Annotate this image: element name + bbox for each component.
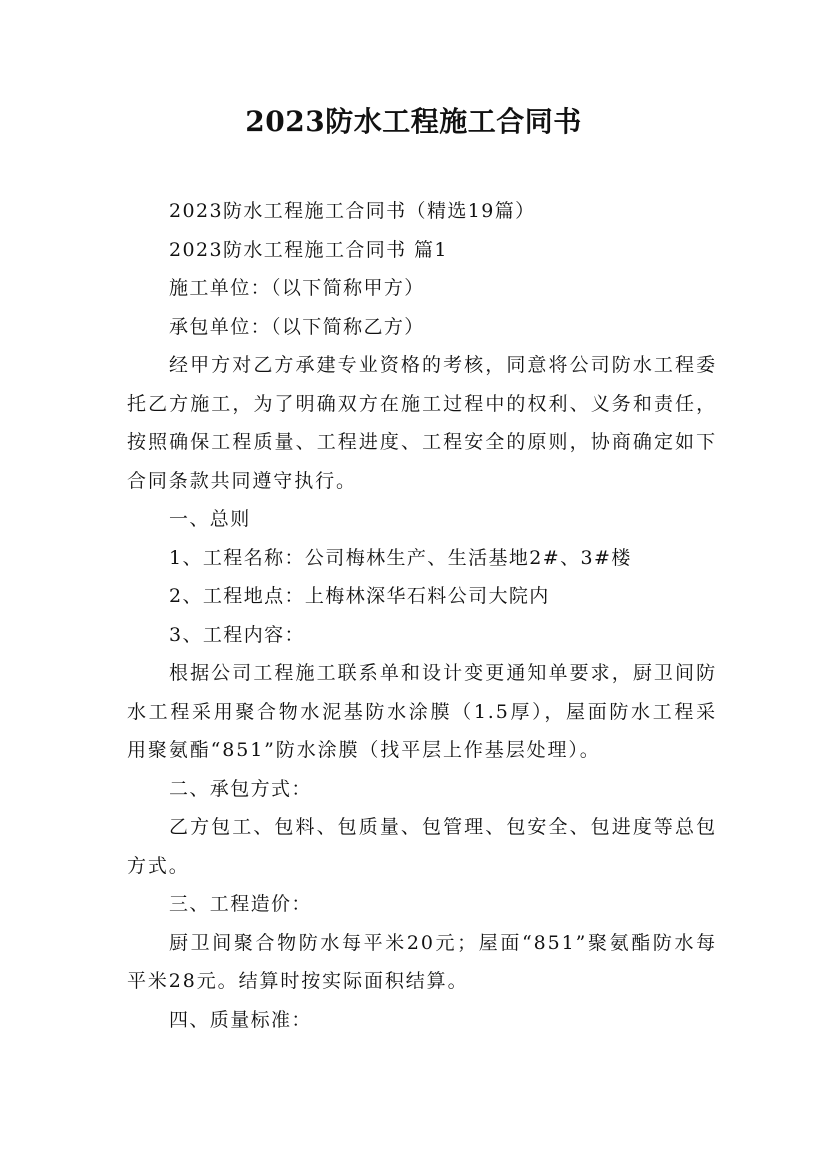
construction-unit-line: 施工单位：（以下简称甲方）	[169, 277, 425, 299]
subtitle-line: 2023防水工程施工合同书（精选19篇）	[169, 200, 536, 222]
document-body	[127, 192, 717, 1039]
intro-paragraph: 经甲方对乙方承建专业资格的考核，同意将公司防水工程委托乙方施工，为了明确双方在施工过程中的权利、义务和责任，按照确保工程质量、工程进度、工程安全的原则，协商确定如下合同条款共同遵守执行。	[127, 354, 717, 492]
cost-paragraph: 厨卫间聚合物防水每平米20元；屋面“851”聚氨酯防水每平米28元。结算时按实际面积结算。	[127, 931, 717, 992]
document-title: 2023防水工程施工合同书	[245, 105, 582, 138]
section-heading: 2023防水工程施工合同书 篇1	[169, 238, 448, 261]
project-content-paragraph: 根据公司工程施工联系单和设计变更通知单要求，厨卫间防水工程采用聚合物水泥基防水涂膜（1.5厚），屋面防水工程采用聚氨酯“851”防水涂膜（找平层上作基层处理）。	[127, 662, 717, 761]
general-heading: 一、总则	[169, 508, 251, 530]
contractor-unit-line: 承包单位：（以下简称乙方）	[169, 315, 425, 338]
project-content-heading: 3、工程内容：	[169, 623, 305, 646]
contract-method-heading: 二、承包方式：	[169, 777, 312, 800]
contract-method-paragraph: 乙方包工、包料、包质量、包管理、包安全、包进度等总包方式。	[127, 816, 717, 877]
project-location-line: 2、工程地点：上梅林深华石料公司大院内	[169, 585, 550, 607]
cost-heading: 三、工程造价：	[169, 893, 312, 915]
project-name-line: 1、工程名称：公司梅林生产、生活基地2#、3#楼	[169, 546, 632, 569]
quality-heading: 四、质量标准：	[169, 1008, 312, 1031]
